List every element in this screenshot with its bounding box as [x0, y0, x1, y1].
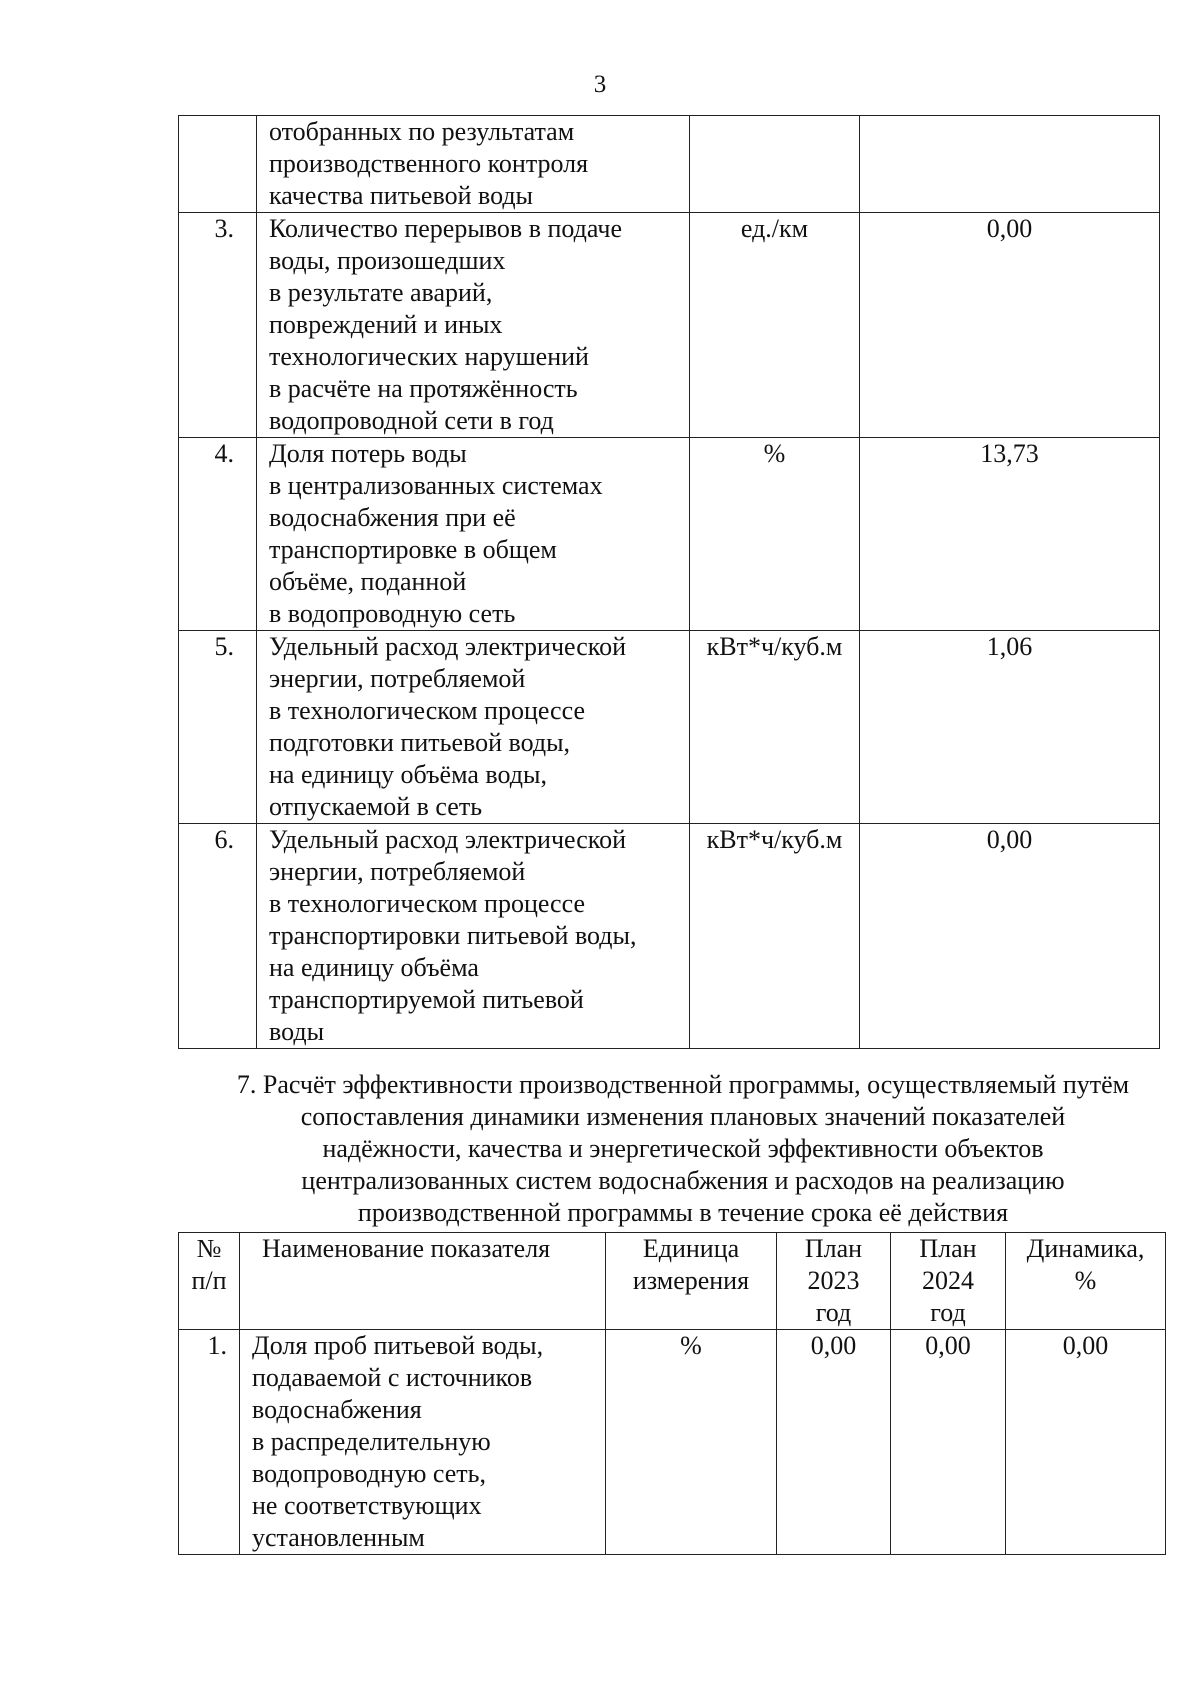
text-line: водоснабжения при её — [269, 503, 516, 532]
text-line: воды — [269, 1017, 325, 1046]
text-line: энергии, потребляемой — [269, 857, 526, 886]
text-line: транспортируемой питьевой — [269, 985, 584, 1014]
text-line: Доля потерь воды — [269, 439, 467, 468]
text-line: воды, произошедших — [269, 246, 506, 275]
text-line: не соответствующих — [252, 1491, 482, 1520]
text-line: транспортировки питьевой воды, — [269, 921, 637, 950]
text-line: в централизованных системах — [269, 471, 603, 500]
text-line: в результате аварий, — [269, 278, 493, 307]
page-number: 3 — [593, 71, 607, 98]
unit-cell: ед./км — [690, 213, 860, 438]
title-line: производственной программы в течение срока её действия — [357, 1198, 1009, 1227]
header-indicator-name: Наименование показателя — [240, 1233, 606, 1330]
row-number: 5. — [179, 631, 257, 824]
efficiency-table — [178, 1232, 1166, 1555]
unit-cell: кВт*ч/куб.м — [690, 824, 860, 1049]
text-line: подготовки питьевой воды, — [269, 728, 571, 757]
value-cell: 13,73 — [860, 438, 1160, 631]
text-line: отпускаемой в сеть — [269, 792, 483, 821]
text-line: в расчёте на протяжённость — [269, 374, 578, 403]
text-line: водопроводную сеть, — [252, 1459, 487, 1488]
header-plan-2024: План 2024 год — [891, 1233, 1006, 1330]
title-line: 7. Расчёт эффективности производственной программы, осуществляемый путём — [236, 1070, 1130, 1099]
header-plan-2023: План 2023 год — [777, 1233, 891, 1330]
text-line: повреждений и иных — [269, 310, 503, 339]
text-line: в распределительную — [252, 1427, 491, 1456]
unit-cell: % — [690, 438, 860, 631]
text-line: в водопроводную сеть — [269, 599, 516, 628]
text-line: Доля проб питьевой воды, — [252, 1331, 544, 1360]
indicator-name — [257, 213, 690, 438]
value-cell: 0,00 — [860, 824, 1160, 1049]
text-line: в технологическом процессе — [269, 889, 585, 918]
text-line: в технологическом процессе — [269, 696, 585, 725]
indicators-table-continued — [178, 115, 1160, 1049]
table-row — [179, 824, 1160, 1049]
text-line: водопроводной сети в год — [269, 406, 554, 435]
table-row — [179, 213, 1160, 438]
row-number — [179, 116, 257, 213]
table-row — [179, 631, 1160, 824]
table-row — [179, 438, 1160, 631]
row-number: 1. — [179, 1330, 240, 1555]
row-number: 6. — [179, 824, 257, 1049]
plan-2023-cell: 0,00 — [777, 1330, 891, 1555]
text-line: качества питьевой воды — [269, 181, 534, 210]
text-line: объёме, поданной — [269, 567, 467, 596]
text-line: Удельный расход электрической — [269, 825, 627, 854]
plan-2024-cell: 0,00 — [891, 1330, 1006, 1555]
header-number: № п/п — [179, 1233, 240, 1330]
value-cell: 0,00 — [860, 213, 1160, 438]
text-line: подаваемой с источников — [252, 1363, 533, 1392]
text-line: производственного контроля — [269, 149, 589, 178]
unit-cell: % — [606, 1330, 777, 1555]
indicator-name — [257, 116, 690, 213]
text-line: отобранных по результатам — [269, 117, 575, 146]
indicator-name — [257, 438, 690, 631]
unit-cell — [690, 116, 860, 213]
value-cell: 1,06 — [860, 631, 1160, 824]
section-title — [178, 1069, 1188, 1229]
indicator-name — [257, 824, 690, 1049]
text-line: установленным — [252, 1523, 425, 1552]
indicator-name — [257, 631, 690, 824]
dynamics-cell: 0,00 — [1006, 1330, 1166, 1555]
row-number: 3. — [179, 213, 257, 438]
text-line: Удельный расход электрической — [269, 632, 627, 661]
text-line: технологических нарушений — [269, 342, 589, 371]
value-cell — [860, 116, 1160, 213]
row-number: 4. — [179, 438, 257, 631]
table-row — [179, 116, 1160, 213]
text-line: энергии, потребляемой — [269, 664, 526, 693]
text-line: на единицу объёма — [269, 953, 479, 982]
text-line: транспортировке в общем — [269, 535, 557, 564]
unit-cell: кВт*ч/куб.м — [690, 631, 860, 824]
header-unit: Единица измерения — [606, 1233, 777, 1330]
header-dynamics: Динамика, % — [1006, 1233, 1166, 1330]
text-line: Количество перерывов в подаче — [269, 214, 622, 243]
text-line: водоснабжения — [252, 1395, 422, 1424]
title-line: централизованных систем водоснабжения и расходов на реализацию — [301, 1166, 1065, 1195]
title-line: сопоставления динамики изменения плановых значений показателей — [300, 1102, 1066, 1131]
indicator-name — [240, 1330, 606, 1555]
table-row — [179, 1330, 1166, 1555]
title-line: надёжности, качества и энергетической эффективности объектов — [322, 1134, 1044, 1163]
table-header-row — [179, 1233, 1166, 1330]
text-line: на единицу объёма воды, — [269, 760, 547, 789]
